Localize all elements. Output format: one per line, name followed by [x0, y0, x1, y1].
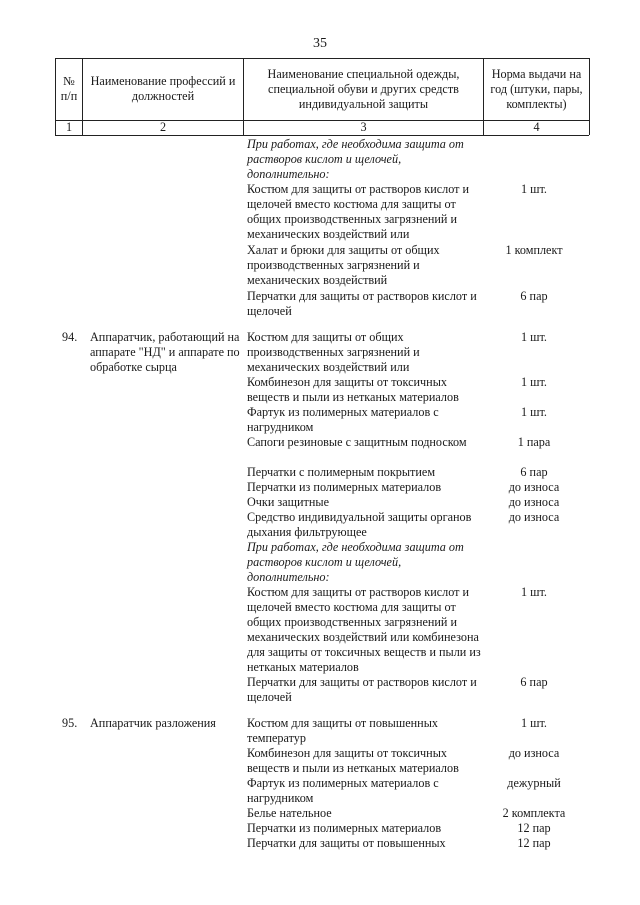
- issue-norm: 12 пар: [517, 836, 551, 850]
- equipment-item: Фартук из полимерных материалов с нагрудником: [247, 776, 439, 805]
- equipment-item: Комбинезон для защиты от токсичных веществ и пыли из нетканых материалов: [247, 375, 459, 404]
- header-col-number: № п/п: [60, 74, 78, 103]
- equipment-item: Белье нательное: [247, 806, 332, 820]
- equipment-item: Средство индивидуальной защиты органов дыхания фильтрующее: [247, 510, 472, 539]
- issue-norm: 1 шт.: [521, 182, 547, 196]
- column-numbers-divider: [55, 135, 589, 136]
- column-index-2: 2: [159, 120, 167, 134]
- issue-norm: 1 шт.: [521, 585, 547, 599]
- equipment-item: Сапоги резиновые с защитным подноском: [247, 435, 467, 449]
- issue-norm: 1 шт.: [521, 716, 547, 730]
- header-col-profession: Наименование профессий и должностей: [90, 74, 236, 103]
- table-border-right: [589, 58, 590, 135]
- issue-norm: 1 комплект: [505, 243, 563, 257]
- equipment-item: Костюм для защиты от растворов кислот и щелочей вместо костюма для защиты от общих производственных загрязнений и механических воздействий или: [247, 182, 470, 241]
- issue-norm: 6 пар: [520, 465, 548, 479]
- header-col-equipment: Наименование специальной одежды, специальной обуви и других средств индивидуальной защиты: [267, 66, 460, 111]
- issue-norm: 6 пар: [520, 289, 548, 303]
- equipment-item: Фартук из полимерных материалов с нагрудником: [247, 405, 439, 434]
- equipment-item: Перчатки с полимерным покрытием: [247, 465, 436, 479]
- page-number: 35: [313, 36, 327, 51]
- equipment-item: Перчатки для защиты от растворов кислот и щелочей: [247, 675, 477, 704]
- equipment-item: Костюм для защиты от повышенных температур: [247, 716, 438, 745]
- issue-norm: 6 пар: [520, 675, 548, 689]
- issue-norm: до износа: [508, 746, 560, 760]
- entry-number: 95.: [62, 716, 78, 730]
- column-index-4: 4: [533, 120, 540, 134]
- issue-norm: до износа: [508, 495, 560, 509]
- equipment-item: Халат и брюки для защиты от общих производственных загрязнений и механических воздействий: [247, 243, 440, 287]
- equipment-item: Перчатки для защиты от растворов кислот и щелочей: [247, 289, 477, 318]
- issue-norm: до износа: [508, 510, 560, 524]
- entry-number: 94.: [62, 330, 78, 344]
- header-col-norm: Норма выдачи на год (штуки, пары, комплекты): [490, 66, 583, 111]
- profession-name: Аппаратчик, работающий на аппарате "НД" и аппарате по обработке сырца: [90, 330, 240, 374]
- issue-norm: 2 комплекта: [502, 806, 566, 820]
- issue-norm: дежурный: [507, 776, 561, 790]
- equipment-item: Перчатки из полимерных материалов: [247, 480, 442, 494]
- issue-norm: 1 шт.: [521, 375, 547, 389]
- issue-norm: 1 шт.: [521, 330, 547, 344]
- issue-norm: 1 шт.: [521, 405, 547, 419]
- issue-norm: до износа: [508, 480, 560, 494]
- equipment-item: Костюм для защиты от растворов кислот и щелочей вместо костюма для защиты от общих производственных загрязнений и механических воздействий или комбинезона для защиты от токсичных веществ и пыли из нетканых материалов: [247, 585, 481, 674]
- condition-note: При работах, где необходима защита от растворов кислот и щелочей, дополнительно:: [247, 137, 464, 181]
- column-index-1: 1: [65, 120, 73, 134]
- issue-norm: 1 пара: [517, 435, 551, 449]
- condition-note: При работах, где необходима защита от растворов кислот и щелочей, дополнительно:: [247, 540, 464, 584]
- equipment-item: Очки защитные: [247, 495, 329, 509]
- equipment-item: Комбинезон для защиты от токсичных веществ и пыли из нетканых материалов: [247, 746, 459, 775]
- equipment-item: Костюм для защиты от общих производственных загрязнений и механических воздействий или: [247, 330, 420, 374]
- profession-name: Аппаратчик разложения: [90, 716, 216, 730]
- equipment-item: Перчатки для защиты от повышенных: [247, 836, 446, 850]
- column-index-3: 3: [360, 120, 367, 134]
- issue-norm: 12 пар: [517, 821, 551, 835]
- equipment-item: Перчатки из полимерных материалов: [247, 821, 442, 835]
